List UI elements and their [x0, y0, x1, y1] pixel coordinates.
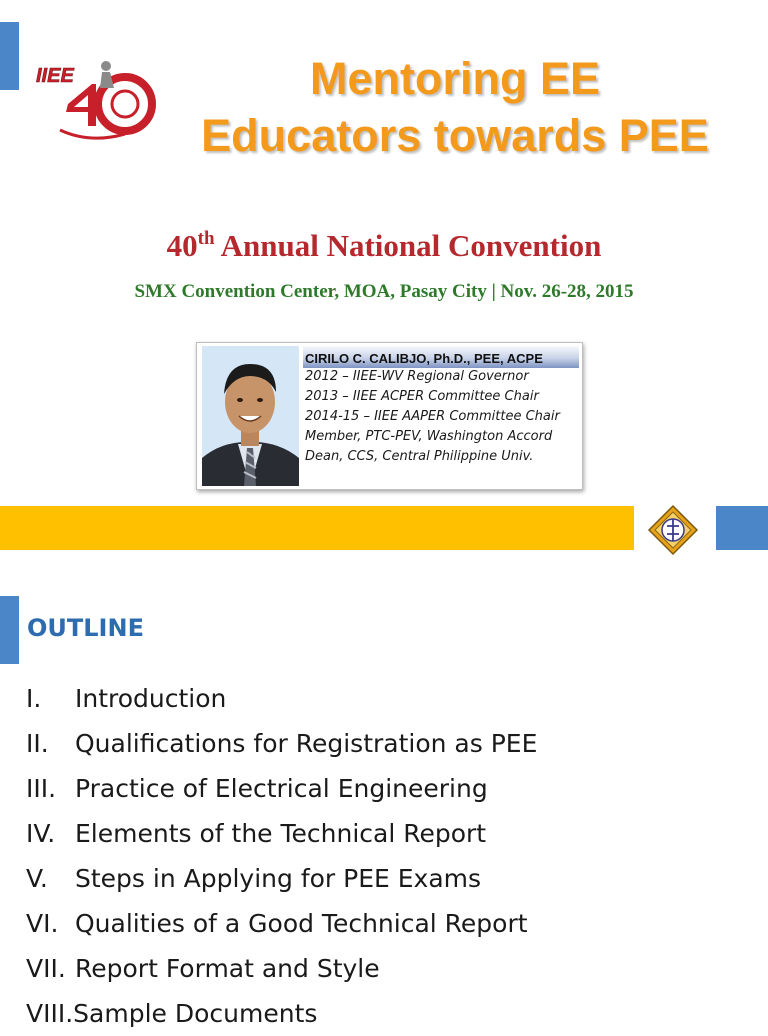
list-item [26, 721, 537, 766]
list-item [26, 901, 537, 946]
list-item [26, 856, 537, 901]
list-item [26, 811, 537, 856]
title-line-2: Educators towards PEE [201, 110, 709, 161]
outline-text: Practice of Electrical Engineering [75, 774, 488, 803]
convention-suffix: th [197, 228, 215, 249]
accent-bar-top [0, 22, 19, 90]
outline-text: Elements of the Technical Report [75, 819, 487, 848]
list-item [26, 991, 537, 1036]
outline-number: VIII. [26, 999, 74, 1028]
list-item [26, 946, 537, 991]
iiee-seal-icon [647, 504, 699, 556]
speaker-credential: Member, PTC-PEV, Washington Accord [305, 429, 553, 444]
outline-text: Qualifications for Registration as PEE [75, 729, 538, 758]
outline-number: VI. [26, 909, 59, 938]
speaker-credential: Dean, CCS, Central Philippine Univ. [305, 449, 534, 464]
iiee-40-logo [30, 52, 160, 152]
convention-ordinal: 40 [166, 228, 198, 263]
convention-title [0, 228, 768, 264]
convention-name: Annual National Convention [220, 228, 602, 263]
outline-text: Steps in Applying for PEE Exams [75, 864, 482, 893]
venue-line: SMX Convention Center, MOA, Pasay City | Nov. 26-28, 2015 [134, 281, 634, 302]
speaker-credential: 2013 – IIEE ACPER Committee Chair [305, 389, 539, 404]
list-item [26, 676, 537, 721]
outline-text: Report Format and Style [75, 954, 380, 983]
speaker-credential: 2012 – IIEE-WV Regional Governor [305, 369, 529, 384]
accent-bar-right [716, 506, 768, 550]
outline-number: II. [26, 729, 49, 758]
outline-text: Qualities of a Good Technical Report [75, 909, 528, 938]
footer-band [0, 506, 634, 550]
speaker-name: CIRILO C. CALIBJO, Ph.D., PEE, ACPE [305, 351, 543, 366]
outline-number: I. [26, 684, 42, 713]
outline-number: III. [26, 774, 57, 803]
speaker-card [196, 342, 583, 490]
speaker-info [303, 346, 579, 486]
outline-text: Sample Documents [73, 999, 318, 1028]
title-line-1: Mentoring EE [310, 53, 600, 104]
outline-number: V. [26, 864, 48, 893]
outline-number: IV. [26, 819, 56, 848]
logo-text: IIEE [36, 65, 74, 87]
slide-title [160, 50, 750, 164]
speaker-credential: 2014-15 – IIEE AAPER Committee Chair [305, 409, 560, 424]
accent-bar-outline [0, 596, 19, 664]
outline-text: Introduction [75, 684, 227, 713]
outline-number: VII. [26, 954, 66, 983]
outline-list [26, 676, 537, 1036]
speaker-photo [202, 346, 299, 486]
list-item [26, 766, 537, 811]
outline-heading: OUTLINE [27, 614, 144, 642]
